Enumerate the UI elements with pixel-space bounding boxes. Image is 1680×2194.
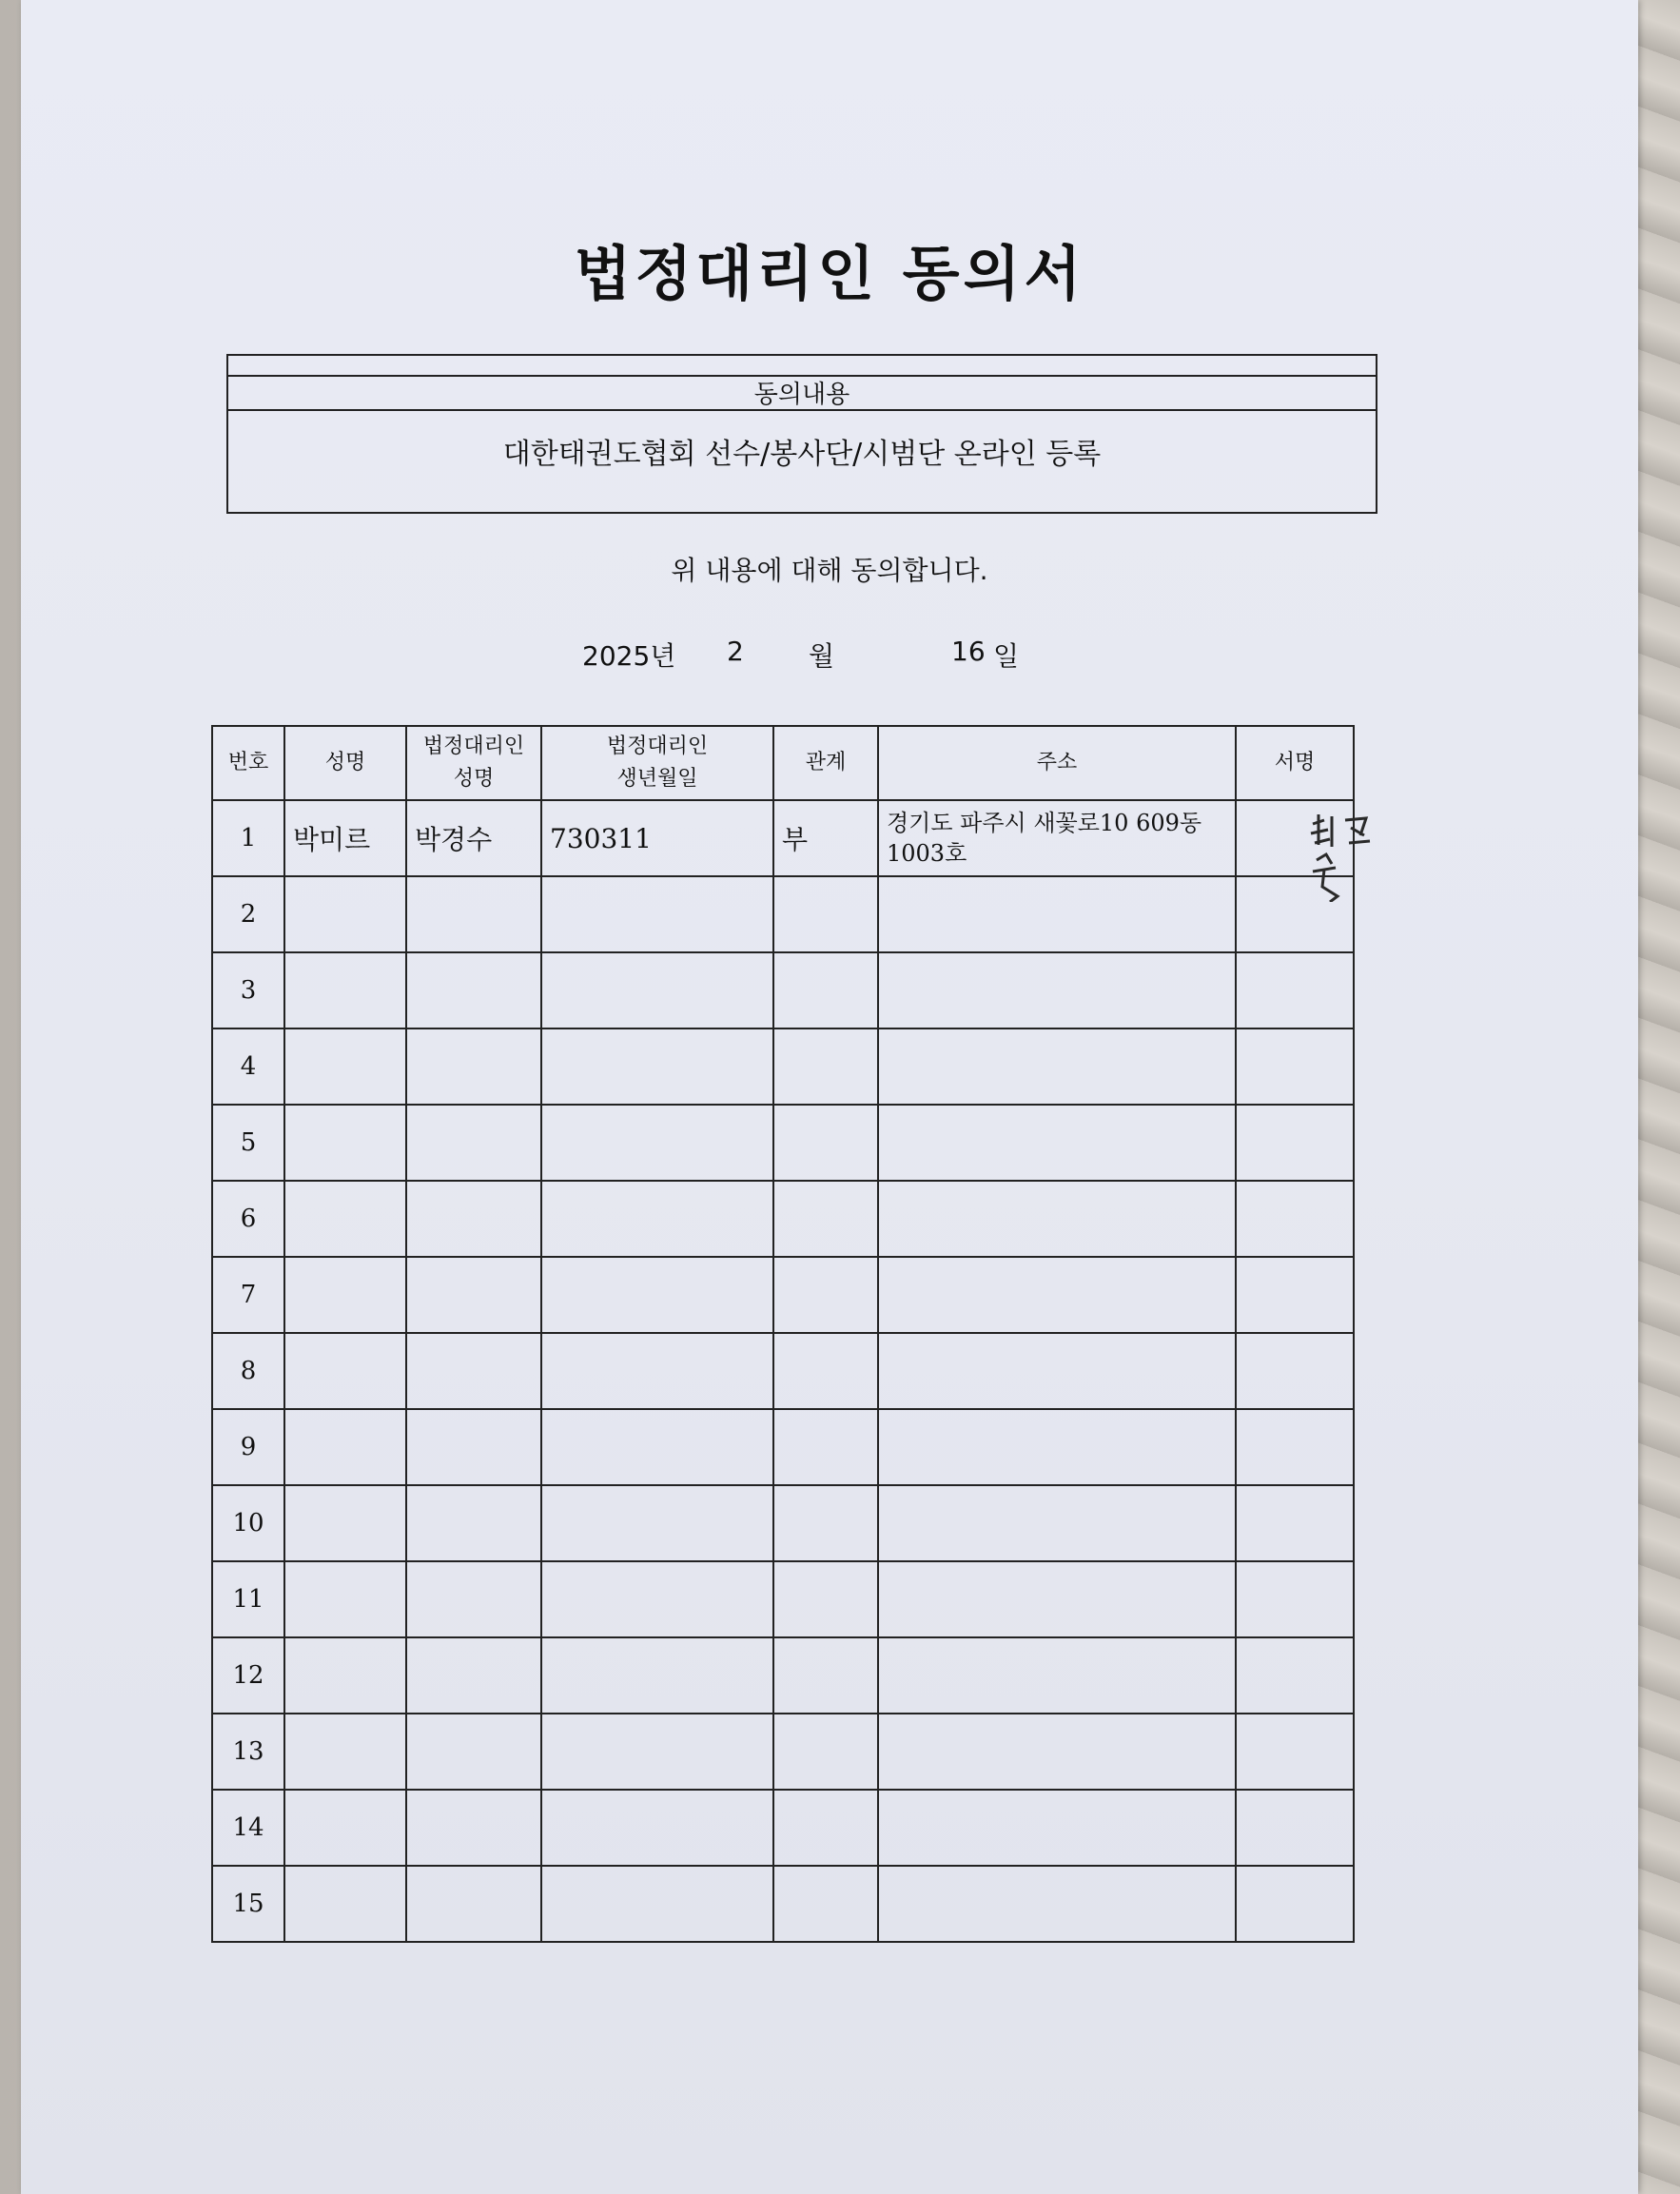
student-name	[284, 1333, 406, 1409]
signature-cell	[1236, 1409, 1354, 1485]
student-name	[284, 1714, 406, 1790]
guardian-name	[406, 1105, 541, 1181]
guardian-name	[406, 1028, 541, 1105]
student-name	[284, 1181, 406, 1257]
student-name	[284, 1866, 406, 1942]
guardian-name	[406, 1485, 541, 1561]
guardian-birthdate	[541, 1105, 773, 1181]
signature-cell	[1236, 1028, 1354, 1105]
header-address: 주소	[878, 726, 1236, 800]
address	[878, 1028, 1236, 1105]
address	[878, 1105, 1236, 1181]
guardian-birthdate	[541, 1561, 773, 1637]
relation	[773, 1105, 878, 1181]
consent-body: 대한태권도협회 선수/봉사단/시범단 온라인 등록	[502, 438, 1102, 471]
guardian-name	[406, 1409, 541, 1485]
table-row	[212, 952, 1354, 1028]
row-number: 1	[212, 800, 284, 876]
header-signature: 서명	[1236, 726, 1354, 800]
date-year: 2025년	[582, 640, 676, 672]
table-row	[212, 1485, 1354, 1561]
guardian-name	[406, 1257, 541, 1333]
relation	[773, 1409, 878, 1485]
student-name	[284, 1561, 406, 1637]
table-row	[212, 1333, 1354, 1409]
relation	[773, 1637, 878, 1714]
relation: 부	[773, 800, 878, 876]
student-name	[284, 1105, 406, 1181]
date-month-unit: 월	[809, 640, 835, 672]
row-number: 14	[212, 1790, 284, 1866]
header-number: 번호	[212, 726, 284, 800]
consent-box	[226, 354, 1377, 514]
row-number: 7	[212, 1257, 284, 1333]
table-row	[212, 1105, 1354, 1181]
signature-cell	[1236, 1105, 1354, 1181]
guardian-name	[406, 1333, 541, 1409]
signature-cell	[1236, 1333, 1354, 1409]
guardian-name	[406, 1561, 541, 1637]
address	[878, 1181, 1236, 1257]
relation	[773, 1257, 878, 1333]
address	[878, 1866, 1236, 1942]
relation	[773, 1561, 878, 1637]
signature-cell	[1236, 1714, 1354, 1790]
address: 경기도 파주시 새꽃로10 609동1003호	[878, 800, 1236, 876]
row-number: 11	[212, 1561, 284, 1637]
table-row	[212, 876, 1354, 952]
date-day-unit: 일	[993, 640, 1020, 672]
guardian-birthdate	[541, 1637, 773, 1714]
student-name	[284, 1637, 406, 1714]
row-number: 12	[212, 1637, 284, 1714]
address	[878, 1714, 1236, 1790]
address	[878, 1561, 1236, 1637]
guardian-birthdate	[541, 1333, 773, 1409]
student-name	[284, 952, 406, 1028]
row-number: 15	[212, 1866, 284, 1942]
table-row	[212, 1790, 1354, 1866]
header-relation: 관계	[773, 726, 878, 800]
guardian-birthdate	[541, 1714, 773, 1790]
student-name	[284, 1409, 406, 1485]
consent-header: 동의내용	[228, 375, 1376, 411]
table-row	[212, 1028, 1354, 1105]
guardian-birthdate	[541, 1485, 773, 1561]
date-month: 2	[727, 636, 744, 667]
relation	[773, 1028, 878, 1105]
guardian-birthdate	[541, 1181, 773, 1257]
signature-cell	[1236, 1637, 1354, 1714]
address	[878, 1257, 1236, 1333]
table-row	[212, 1181, 1354, 1257]
row-number: 6	[212, 1181, 284, 1257]
address	[878, 952, 1236, 1028]
guardian-name	[406, 1790, 541, 1866]
guardian-name	[406, 1866, 541, 1942]
row-number: 4	[212, 1028, 284, 1105]
date-day: 16	[951, 636, 986, 667]
registration-table	[211, 725, 1355, 1943]
relation	[773, 1714, 878, 1790]
table-row	[212, 800, 1354, 876]
row-number: 5	[212, 1105, 284, 1181]
row-number: 13	[212, 1714, 284, 1790]
student-name	[284, 876, 406, 952]
guardian-birthdate	[541, 1866, 773, 1942]
guardian-name	[406, 876, 541, 952]
signature-cell	[1236, 1790, 1354, 1866]
student-name: 박미르	[284, 800, 406, 876]
relation	[773, 952, 878, 1028]
table-row	[212, 1561, 1354, 1637]
guardian-birthdate	[541, 1790, 773, 1866]
address	[878, 1409, 1236, 1485]
guardian-name	[406, 1714, 541, 1790]
signature-cell	[1236, 1257, 1354, 1333]
address	[878, 1637, 1236, 1714]
relation	[773, 1181, 878, 1257]
relation	[773, 1866, 878, 1942]
guardian-birthdate	[541, 1409, 773, 1485]
row-number: 9	[212, 1409, 284, 1485]
signature-cell	[1236, 1866, 1354, 1942]
guardian-name	[406, 952, 541, 1028]
row-number: 10	[212, 1485, 284, 1561]
row-number: 3	[212, 952, 284, 1028]
table-row	[212, 1409, 1354, 1485]
table-row	[212, 1637, 1354, 1714]
agree-statement: 위 내용에 대해 동의합니다.	[671, 555, 988, 586]
row-number: 2	[212, 876, 284, 952]
signature-cell	[1236, 1561, 1354, 1637]
signature-cell	[1236, 1181, 1354, 1257]
address	[878, 1333, 1236, 1409]
student-name	[284, 1257, 406, 1333]
guardian-name	[406, 1181, 541, 1257]
address	[878, 1485, 1236, 1561]
guardian-name	[406, 1637, 541, 1714]
relation	[773, 1790, 878, 1866]
guardian-birthdate	[541, 1257, 773, 1333]
table-row	[212, 1714, 1354, 1790]
student-name	[284, 1790, 406, 1866]
table-header-row	[212, 726, 1354, 800]
table-row	[212, 1866, 1354, 1942]
guardian-birthdate	[541, 1028, 773, 1105]
guardian-birthdate: 730311	[541, 800, 773, 876]
header-name: 성명	[284, 726, 406, 800]
table-row	[212, 1257, 1354, 1333]
guardian-name: 박경수	[406, 800, 541, 876]
header-guardian-birth: 법정대리인 생년월일	[541, 726, 773, 800]
document-title: 법정대리인 동의서	[574, 239, 1085, 308]
guardian-birthdate	[541, 952, 773, 1028]
relation	[773, 1485, 878, 1561]
address	[878, 876, 1236, 952]
row-number: 8	[212, 1333, 284, 1409]
student-name	[284, 1485, 406, 1561]
relation	[773, 876, 878, 952]
header-guardian-name: 법정대리인 성명	[406, 726, 541, 800]
student-name	[284, 1028, 406, 1105]
address	[878, 1790, 1236, 1866]
signature-cell	[1236, 1485, 1354, 1561]
document-paper	[21, 0, 1638, 2194]
signature-cell	[1236, 952, 1354, 1028]
relation	[773, 1333, 878, 1409]
handwritten-signature	[1303, 807, 1379, 902]
guardian-birthdate	[541, 876, 773, 952]
